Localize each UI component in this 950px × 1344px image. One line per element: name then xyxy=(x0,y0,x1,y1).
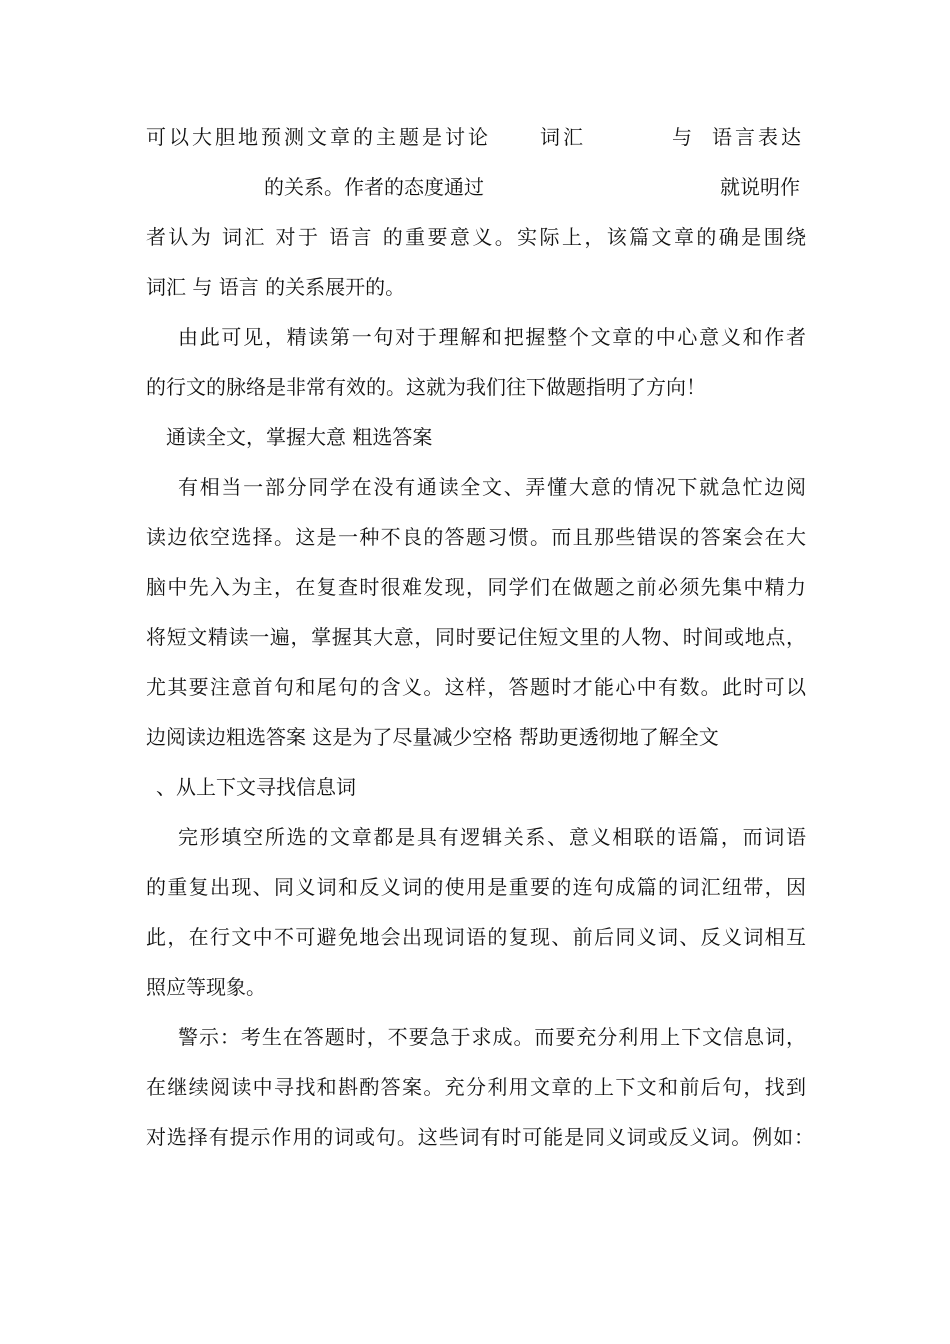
p2-line-1: 由此可见，精读第一句对于理解和把握整个文章的中心意义和作者 xyxy=(178,325,806,349)
p1-line-1 xyxy=(146,122,806,152)
p5-line-3: 对选择有提示作用的词或句。这些词有时可能是同义词或反义词。例如： xyxy=(146,1125,814,1149)
p1-line-1-text-b: 词汇 xyxy=(540,125,586,149)
p1-line-2-text-a: 的关系。作者的态度通过 xyxy=(264,175,484,199)
p5-line-1: 警示：考生在答题时，不要急于求成。而要充分利用上下文信息词， xyxy=(178,1025,806,1049)
p1-line-2-text-b: 就说明作 xyxy=(720,175,800,199)
section-heading-2: 、从上下文寻找信息词 xyxy=(156,775,356,799)
p1-line-1-text-d: 语言表达 xyxy=(712,125,804,149)
p1-line-1-text-a: 可以大胆地预测文章的主题是讨论 xyxy=(146,125,491,149)
p4-line-1: 完形填空所选的文章都是具有逻辑关系、意义相联的语篇，而词语 xyxy=(178,825,806,849)
p3-line-2: 读边依空选择。这是一种不良的答题习惯。而且那些错误的答案会在大 xyxy=(146,525,806,549)
p1-line-4: 词汇 与 语言 的关系展开的。 xyxy=(146,275,406,299)
section-heading-1: 通读全文，掌握大意 粗选答案 xyxy=(166,425,433,449)
p3-line-4: 将短文精读一遍，掌握其大意，同时要记住短文里的人物、时间或地点， xyxy=(146,625,806,649)
p1-line-1-text-c: 与 xyxy=(672,125,692,149)
p1-line-3: 者认为 词汇 对于 语言 的重要意义。实际上，该篇文章的确是围绕 xyxy=(146,225,806,249)
p5-line-2: 在继续阅读中寻找和斟酌答案。充分利用文章的上下文和前后句，找到 xyxy=(146,1075,806,1099)
p4-line-4: 照应等现象。 xyxy=(146,975,266,999)
p4-line-2: 的重复出现、同义词和反义词的使用是重要的连句成篇的词汇纽带，因 xyxy=(146,875,806,899)
p3-line-3: 脑中先入为主，在复查时很难发现，同学们在做题之前必须先集中精力 xyxy=(146,575,806,599)
p1-line-2 xyxy=(146,172,806,202)
p3-line-5: 尤其要注意首句和尾句的含义。这样，答题时才能心中有数。此时可以 xyxy=(146,675,806,699)
p3-line-6: 边阅读边粗选答案 这是为了尽量减少空格 帮助更透彻地了解全文 xyxy=(146,725,719,749)
p2-line-2: 的行文的脉络是非常有效的。这就为我们往下做题指明了方向！ xyxy=(146,375,706,399)
p3-line-1: 有相当一部分同学在没有通读全文、弄懂大意的情况下就急忙边阅 xyxy=(178,475,806,499)
p4-line-3: 此，在行文中不可避免地会出现词语的复现、前后同义词、反义词相互 xyxy=(146,925,806,949)
